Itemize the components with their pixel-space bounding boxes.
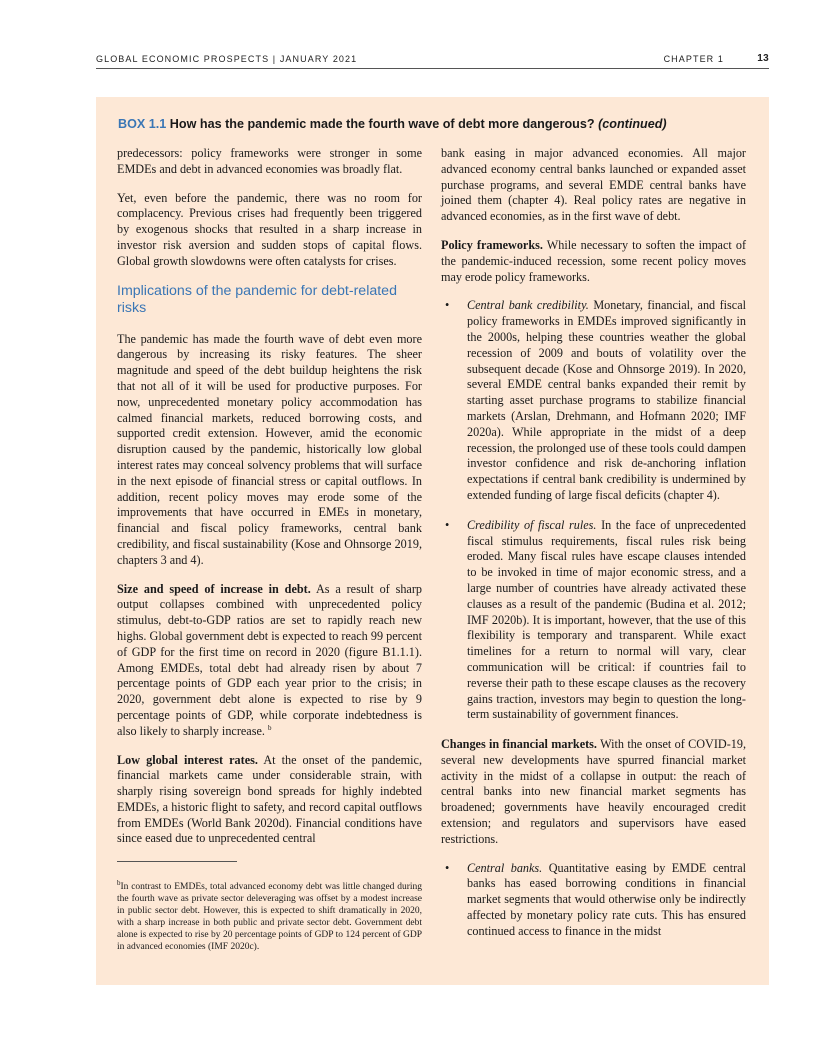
paragraph-text: With the onset of COVID-19, several new developments have spurred financial market activity in the midst of a collapse in output: the reach of central banks into new financial market segments has broadened; governments have heavily encouraged credit extension; and regulators and supervisors have eased restrictions. — [441, 737, 746, 846]
paragraph — [441, 238, 746, 285]
page-number: 13 — [757, 53, 769, 64]
paragraph-text: While necessary to soften the impact of the pandemic-induced recession, some recent policy moves may erode policy frameworks. — [441, 237, 747, 284]
paragraph: The pandemic has made the fourth wave of debt even more dangerous by increasing its risky features. The sheer magnitude and speed of the debt buildup heightens the risk that not all of it will be used for productive purposes. For now, unprecedented monetary policy accommodation has calmed financial markets, reduced borrowing costs, and supported credit extension. However, amid the economic disruption caused by the pandemic, historically low global interest rates may conceal solvency problems that will surface in the next episode of financial stress or capital outflows. In addition, recent policy moves may erode some of the improvements that have occurred in EMEs in monetary, financial and fiscal policy frameworks, central bank credibility, and fiscal sustainability (Kose and Ohnsorge 2019, chapters 3 and 4). — [117, 331, 422, 567]
right-column — [441, 146, 746, 954]
bullet-item — [441, 298, 746, 503]
bullet-icon: • — [445, 298, 450, 313]
bullet-lead: Central bank credibility. — [467, 298, 589, 313]
bullet-lead: Credibility of fiscal rules. — [467, 517, 597, 532]
footnote-reference[interactable]: b — [267, 723, 272, 732]
bullet-item — [441, 861, 746, 940]
bullet-lead: Central banks. — [467, 860, 543, 875]
footnote — [117, 878, 422, 953]
bullet-item — [441, 518, 746, 723]
left-column — [117, 146, 422, 847]
footnote-divider — [117, 861, 237, 862]
paragraph-text: At the onset of the pandemic, financial markets came under considerable strain, with sharply rising sovereign bond spreads for highly indebted EMDEs, a historic flight to safety, and record capital outflows from EMDEs (World Bank 2020d). Financial conditions have since eased due to unprecedented central — [117, 752, 422, 846]
box-label: BOX 1.1 — [118, 117, 167, 131]
paragraph — [441, 737, 746, 848]
paragraph-lead: Low global interest rates. — [117, 752, 258, 767]
paragraph-text: As a result of sharp output collapses combined with unprecedented policy stimulus, debt-to-GDP ratios are set to rapidly reach new highs. Global government debt is expected to reach 99 percent of GDP for the first time on record in 2020 (figure B1.1.1). Among EMDEs, total debt had already risen by about 7 percentage points of GDP each year prior to the crisis; in 2020, government debt alone is expected to rise by 9 percentage points of GDP, while corporate indebtedness is also likely to sharply increase. — [117, 581, 422, 738]
bullet-text: In the face of unprecedented fiscal stimulus requirements, fiscal rules risk being eroded. Many fiscal rules have escape clauses intended to be invoked in time of major economic stress, and a large number of countries have already activated these clauses as a result of the pandemic (Budina et al. 2012; IMF 2020b). It is important, however, that the use of this flexibility is temporary and transparent. While exact timelines for a return to normal will vary, clear communication will be critical: if countries fail to reverse their path to these escape clauses as the recovery gains traction, investors may begin to question the long-term sustainability of government finances. — [467, 517, 746, 722]
paragraph-lead: Changes in financial markets. — [441, 737, 597, 752]
box-title-text: How has the pandemic made the fourth wave of debt more dangerous? — [169, 117, 595, 131]
footnote-text: In contrast to EMDEs, total advanced economy debt was little changed during the fourth wave as private sector deleveraging was offset by a modest increase in public sector debt. However, this is expected to shift dramatically in 2020, with a sharp increase in both public and private sector debt. Government debt alone is expected to rise by 20 percentage points of GDP to 124 percent of GDP in advanced economies (IMF 2020c). — [117, 882, 422, 952]
running-header — [96, 52, 769, 69]
paragraph: Yet, even before the pandemic, there was no room for complacency. Previous crises had frequently been triggered by exogenous shocks that resulted in a sharp increase in investor risk aversion and sudden stops of capital flows. Global growth slowdowns were often catalysts for crises. — [117, 190, 422, 268]
paragraph-lead: Size and speed of increase in debt. — [117, 581, 311, 596]
footnote-mark: b — [117, 878, 121, 887]
chapter-label: CHAPTER 1 — [663, 54, 724, 64]
bullet-text: Monetary, financial, and fiscal policy frameworks in EMDEs improved significantly in the 2000s, helping these countries weather the global recession of 2009 and bouts of volatility over the subsequent decade (Kose and Ohnsorge 2019). In 2020, several EMDE central banks expanded their remit by starting asset purchase programs to stabilize financial markets (Arslan, Drehmann, and Hofmann 2020; IMF 2020a). While appropriate in the midst of a deep recession, the prolonged use of these tools could dampen investor confidence and risk de-anchoring inflation expectations if central bank credibility is undermined by extended funding of large fiscal deficits (chapter 4). — [467, 298, 746, 502]
section-heading: Implications of the pandemic for debt-related risks — [117, 282, 397, 317]
paragraph: predecessors: policy frameworks were stronger in some EMDEs and debt in advanced economies was broadly flat. — [117, 146, 422, 176]
box-panel — [96, 97, 769, 985]
bullet-text: Quantitative easing by EMDE central banks has eased borrowing conditions in financial market segments that would otherwise only be indirectly affected by monetary policy rate cuts. This has ensured continued access to finance in the midst — [467, 860, 746, 938]
publication-title: GLOBAL ECONOMIC PROSPECTS | JANUARY 2021 — [96, 54, 358, 64]
box-continued: (continued) — [598, 117, 667, 131]
box-title — [118, 117, 667, 131]
paragraph-lead: Policy frameworks. — [441, 237, 543, 252]
paragraph — [117, 753, 422, 848]
paragraph: bank easing in major advanced economies. All major advanced economy central banks launched or expanded asset purchase programs, and several EMDE central banks have joined them (chapter 4). Real policy rates are negative in advanced economies, as in the first wave of debt. — [441, 146, 746, 224]
bullet-icon: • — [445, 860, 450, 875]
bullet-icon: • — [445, 517, 450, 532]
paragraph — [117, 582, 422, 740]
